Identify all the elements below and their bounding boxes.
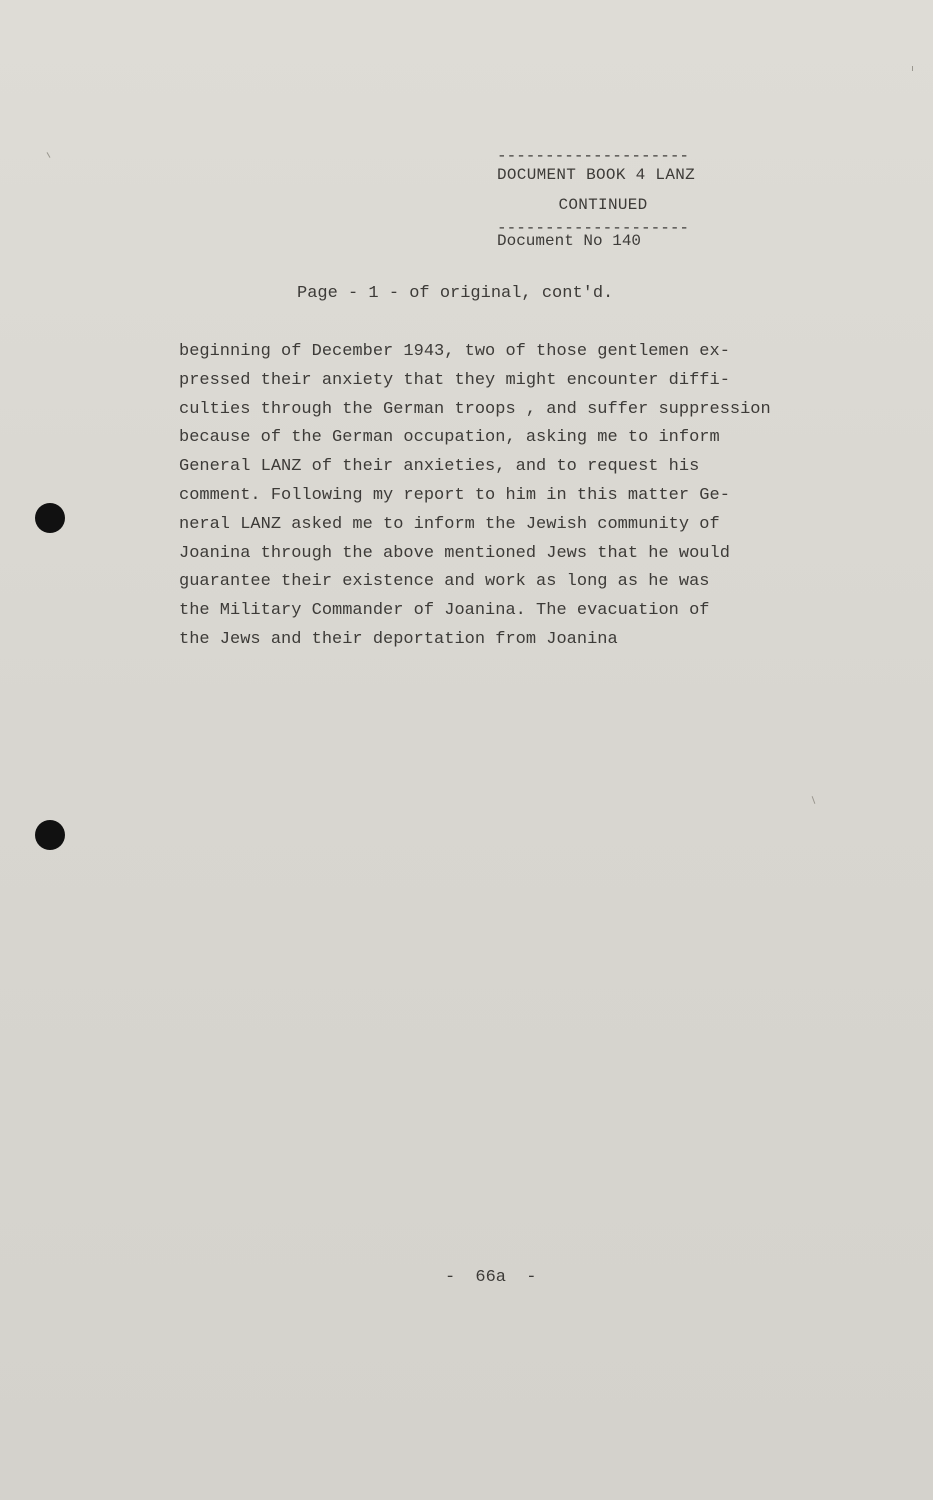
- body-line: because of the German occupation, asking me to inform: [179, 428, 720, 448]
- body-line: pressed their anxiety that they might encounter diffi-: [179, 370, 730, 390]
- document-header: [497, 148, 737, 232]
- body-line: culties through the German troops , and suffer suppression: [179, 399, 771, 419]
- header-rule-top: --------------------: [497, 148, 690, 160]
- body-line: beginning of December 1943, two of those gentlemen ex-: [179, 342, 730, 361]
- body-line: General LANZ of their anxieties, and to request his: [179, 457, 700, 477]
- body-line: guarantee their existence and work as long as he was: [179, 572, 710, 592]
- body-line: the Jews and their deportation from Joanina: [179, 629, 618, 649]
- punch-hole-bottom: [35, 820, 65, 850]
- document-book-title: DOCUMENT BOOK 4 LANZ: [497, 166, 696, 184]
- paper-speck: [912, 66, 913, 71]
- body-line: neral LANZ asked me to inform the Jewish community of: [179, 514, 720, 534]
- paper-speck: [47, 152, 51, 158]
- body-line: comment. Following my report to him in this matter Ge-: [179, 485, 730, 505]
- document-number: Document No 140: [497, 232, 642, 250]
- body-text: [179, 338, 869, 655]
- header-rule-bottom: --------------------: [497, 220, 690, 232]
- body-line: the Military Commander of Joanina. The evacuation of: [179, 601, 710, 621]
- body-line: Joanina through the above mentioned Jews that he would: [179, 543, 730, 563]
- page-number: - 66a -: [445, 1268, 537, 1287]
- punch-hole-top: [35, 503, 65, 533]
- page-reference: Page - 1 - of original, cont'd.: [297, 284, 614, 303]
- paper-speck: [812, 796, 816, 804]
- document-book-continued: CONTINUED: [558, 196, 648, 214]
